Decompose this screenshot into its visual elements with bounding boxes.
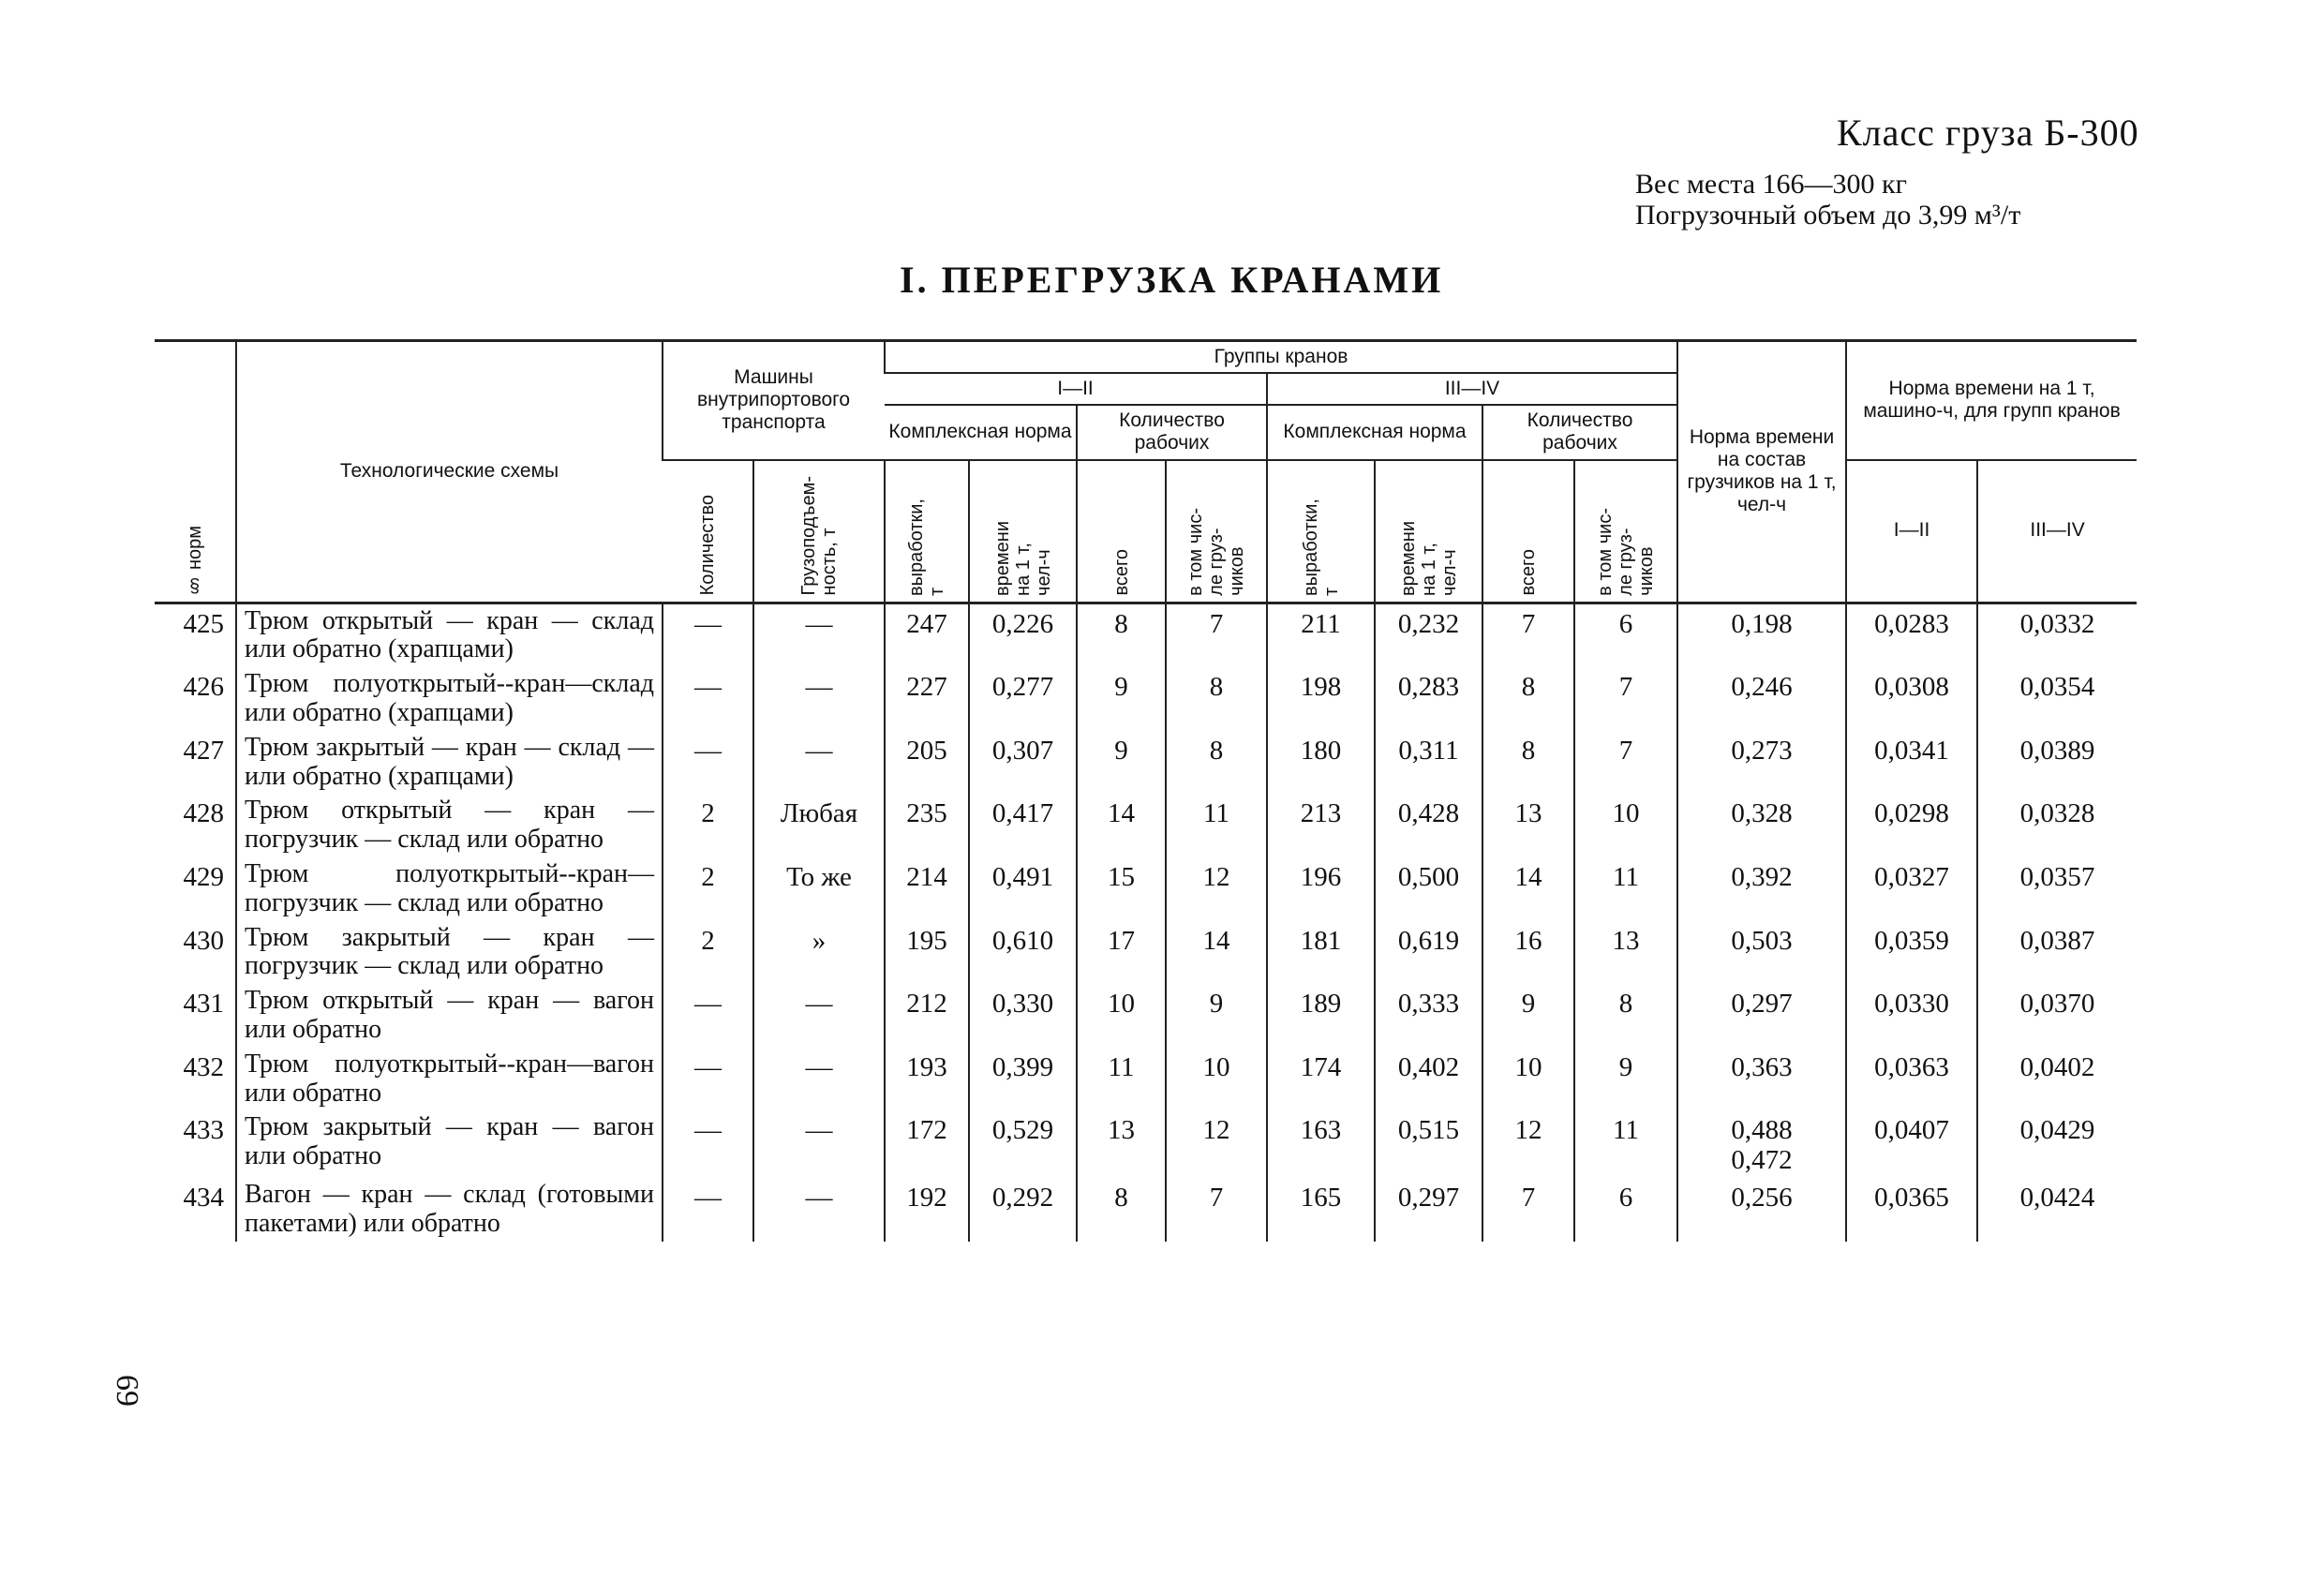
cell-machines-qty: — (663, 984, 753, 1048)
cell-workers-1-2: 9 (1077, 667, 1166, 731)
cell-scheme: Трюм полуоткрытый--кран—погрузчик — склад или обратно (236, 857, 663, 921)
cell-time-1-2: 0,417 (969, 794, 1077, 857)
cell-scheme: Трюм открытый — кран — вагон или обратно (236, 984, 663, 1048)
cell-workers-1-2: 13 (1077, 1110, 1166, 1178)
cell-machines-qty: — (663, 1110, 753, 1178)
cell-loaders-norm: 0,328 (1677, 794, 1846, 857)
cell-scheme: Трюм закрытый — кран — вагон или обратно (236, 1110, 663, 1178)
cell-norm-number: 426 (183, 672, 224, 703)
cell-loaders-norm: 0,246 (1677, 667, 1846, 731)
cell-loaders-1-2: 7 (1166, 603, 1267, 667)
cell-workers-1-2: 8 (1077, 603, 1166, 667)
cargo-class: Класс груза Б-300 (1837, 112, 2139, 154)
cell-output-1-2: 235 (885, 794, 969, 857)
cell-loaders-norm: 0,198 (1677, 603, 1846, 667)
cell-time-3-4: 0,311 (1375, 731, 1482, 795)
cell-workers-1-2: 15 (1077, 857, 1166, 921)
col-loaders-3-4: в том чис- ле груз- чиков (1574, 460, 1677, 603)
cell-time-3-4: 0,297 (1375, 1178, 1482, 1242)
cell-workers-1-2: 17 (1077, 921, 1166, 985)
cell-machines-qty: — (663, 667, 753, 731)
cell-machine-norm-1-2: 0,0359 (1846, 921, 1977, 985)
cell-output-3-4: 181 (1267, 921, 1375, 985)
cell-scheme: Трюм полуоткрытый--кран—вагон или обратно (236, 1048, 663, 1111)
page-number: 69 (110, 1375, 144, 1407)
table-row (155, 1110, 2137, 1178)
cell-loaders-3-4: 13 (1574, 921, 1677, 985)
col-crane-groups: Группы кранов (885, 341, 1677, 374)
cell-machines-capacity: — (753, 603, 885, 667)
col-machines-capacity: Грузоподъем- ность, т (753, 460, 885, 603)
cell-loaders-1-2: 8 (1166, 667, 1267, 731)
table-row (155, 1048, 2137, 1111)
cell-time-1-2: 0,277 (969, 667, 1077, 731)
cell-workers-3-4: 9 (1482, 984, 1574, 1048)
cell-machine-norm-1-2: 0,0308 (1846, 667, 1977, 731)
cell-machines-capacity: Любая (753, 794, 885, 857)
col-loaders-1-2: в том чис- ле груз- чиков (1166, 460, 1267, 603)
col-complex-norm-1-2: Комплексная норма (885, 405, 1077, 459)
cell-machine-norm-1-2: 0,0341 (1846, 731, 1977, 795)
cell-loaders-3-4: 11 (1574, 857, 1677, 921)
col-total-3-4: всего (1482, 460, 1574, 603)
cell-output-3-4: 180 (1267, 731, 1375, 795)
cell-output-1-2: 247 (885, 603, 969, 667)
cell-loaders-3-4: 6 (1574, 1178, 1677, 1242)
cell-machines-capacity: — (753, 667, 885, 731)
cell-loaders-norm: 0,273 (1677, 731, 1846, 795)
cell-loaders-3-4: 9 (1574, 1048, 1677, 1111)
cell-machine-norm-3-4: 0,0387 (1977, 921, 2137, 985)
cell-machines-capacity: — (753, 1110, 885, 1178)
cell-time-3-4: 0,333 (1375, 984, 1482, 1048)
cell-scheme: Трюм полуоткрытый--кран—склад или обратно (храпцами) (236, 667, 663, 731)
col-norm-no: § норм (155, 341, 236, 603)
cell-loaders-norm: 0,297 (1677, 984, 1846, 1048)
cell-loaders-3-4: 7 (1574, 667, 1677, 731)
cell-time-1-2: 0,307 (969, 731, 1077, 795)
cell-machines-capacity: — (753, 1048, 885, 1111)
cell-loaders-1-2: 7 (1166, 1178, 1267, 1242)
cell-workers-3-4: 8 (1482, 667, 1574, 731)
table-row (155, 731, 2137, 795)
cell-scheme: Трюм закрытый — кран — склад — или обратно (храпцами) (236, 731, 663, 795)
cell-workers-3-4: 10 (1482, 1048, 1574, 1111)
cell-loaders-1-2: 14 (1166, 921, 1267, 985)
cargo-volume: Погрузочный объем до 3,99 м³/т (1635, 200, 2021, 231)
cell-machines-capacity: — (753, 1178, 885, 1242)
cell-norm-number: 433 (183, 1115, 224, 1146)
cell-loaders-1-2: 12 (1166, 857, 1267, 921)
col-machines: Машины внутрипортового транспорта (663, 341, 885, 460)
col-complex-norm-3-4: Комплексная норма (1267, 405, 1482, 459)
cell-time-1-2: 0,491 (969, 857, 1077, 921)
cell-workers-1-2: 8 (1077, 1178, 1166, 1242)
table-row (155, 921, 2137, 985)
cell-machine-norm-3-4: 0,0370 (1977, 984, 2137, 1048)
cell-loaders-norm: 0,503 (1677, 921, 1846, 985)
cell-scheme: Трюм открытый — кран — склад или обратно (храпцами) (236, 603, 663, 667)
cell-output-1-2: 193 (885, 1048, 969, 1111)
table-row (155, 984, 2137, 1048)
norms-table-body (155, 603, 2137, 1242)
cell-scheme: Трюм закрытый — кран — погрузчик — склад или обратно (236, 921, 663, 985)
cell-machine-norm-3-4: 0,0357 (1977, 857, 2137, 921)
cell-output-1-2: 227 (885, 667, 969, 731)
col-machine-norm: Норма времени на 1 т, машино-ч, для групп кранов (1846, 341, 2137, 460)
cell-loaders-norm: 0,392 (1677, 857, 1846, 921)
cell-output-3-4: 211 (1267, 603, 1375, 667)
cell-workers-3-4: 13 (1482, 794, 1574, 857)
cell-output-1-2: 195 (885, 921, 969, 985)
col-output-3-4: выработки, т (1267, 460, 1375, 603)
cell-workers-3-4: 14 (1482, 857, 1574, 921)
col-output-1-2: выработки, т (885, 460, 969, 603)
cell-output-3-4: 165 (1267, 1178, 1375, 1242)
cell-loaders-1-2: 10 (1166, 1048, 1267, 1111)
cell-output-3-4: 163 (1267, 1110, 1375, 1178)
cell-norm-number: 430 (183, 925, 224, 956)
cell-machines-capacity: — (753, 984, 885, 1048)
cell-machines-qty: — (663, 1178, 753, 1242)
cell-norm-number: 434 (183, 1183, 224, 1213)
cell-output-1-2: 212 (885, 984, 969, 1048)
cell-machine-norm-3-4: 0,0424 (1977, 1178, 2137, 1242)
cell-machines-qty: — (663, 731, 753, 795)
cell-machines-capacity: — (753, 731, 885, 795)
cell-machine-norm-3-4: 0,0429 (1977, 1110, 2137, 1178)
cell-time-1-2: 0,399 (969, 1048, 1077, 1111)
cell-workers-3-4: 7 (1482, 1178, 1574, 1242)
cell-machine-norm-3-4: 0,0389 (1977, 731, 2137, 795)
cell-machine-norm-1-2: 0,0327 (1846, 857, 1977, 921)
cell-machine-norm-1-2: 0,0330 (1846, 984, 1977, 1048)
cell-machines-qty: 2 (663, 921, 753, 985)
cell-time-1-2: 0,226 (969, 603, 1077, 667)
cell-workers-3-4: 7 (1482, 603, 1574, 667)
cell-time-3-4: 0,402 (1375, 1048, 1482, 1111)
cell-loaders-norm: 0,363 (1677, 1048, 1846, 1111)
cell-machines-capacity: » (753, 921, 885, 985)
cell-loaders-3-4: 7 (1574, 731, 1677, 795)
cell-norm-number: 427 (183, 735, 224, 766)
table-row (155, 603, 2137, 667)
norms-table (155, 339, 2137, 1242)
cell-output-3-4: 196 (1267, 857, 1375, 921)
col-group-3-4: III—IV (1267, 373, 1677, 405)
cell-machines-qty: 2 (663, 794, 753, 857)
cell-loaders-3-4: 8 (1574, 984, 1677, 1048)
col-machine-norm-1-2: I—II (1846, 460, 1977, 603)
cell-workers-1-2: 11 (1077, 1048, 1166, 1111)
col-schemes: Технологические схемы (236, 341, 663, 603)
cell-loaders-3-4: 11 (1574, 1110, 1677, 1178)
col-group-1-2: I—II (885, 373, 1267, 405)
cell-time-3-4: 0,619 (1375, 921, 1482, 985)
cell-machines-capacity: То же (753, 857, 885, 921)
cell-norm-number: 431 (183, 989, 224, 1020)
table-row (155, 794, 2137, 857)
cell-loaders-3-4: 6 (1574, 603, 1677, 667)
cell-loaders-norm: 0,256 (1677, 1178, 1846, 1242)
cell-output-1-2: 172 (885, 1110, 969, 1178)
cell-norm-number: 429 (183, 861, 224, 892)
cell-loaders-1-2: 9 (1166, 984, 1267, 1048)
col-time-1-2: времени на 1 т, чел-ч (969, 460, 1077, 603)
cell-machine-norm-3-4: 0,0328 (1977, 794, 2137, 857)
cell-machines-qty: 2 (663, 857, 753, 921)
cell-machines-qty: — (663, 603, 753, 667)
cell-norm-number: 428 (183, 798, 224, 829)
cell-norm-number: 432 (183, 1051, 224, 1082)
cell-workers-1-2: 14 (1077, 794, 1166, 857)
cell-time-3-4: 0,500 (1375, 857, 1482, 921)
col-workers-3-4: Количество рабочих (1482, 405, 1677, 459)
cell-output-1-2: 205 (885, 731, 969, 795)
cell-time-1-2: 0,529 (969, 1110, 1077, 1178)
cell-machine-norm-1-2: 0,0407 (1846, 1110, 1977, 1178)
col-time-3-4: времени на 1 т, чел-ч (1375, 460, 1482, 603)
table-row (155, 857, 2137, 921)
cell-output-3-4: 198 (1267, 667, 1375, 731)
cell-time-3-4: 0,515 (1375, 1110, 1482, 1178)
cell-machine-norm-1-2: 0,0298 (1846, 794, 1977, 857)
cell-output-3-4: 174 (1267, 1048, 1375, 1111)
cell-loaders-1-2: 12 (1166, 1110, 1267, 1178)
table-row (155, 1178, 2137, 1242)
cell-time-1-2: 0,292 (969, 1178, 1077, 1242)
cell-norm-number: 425 (183, 608, 224, 639)
cell-workers-3-4: 12 (1482, 1110, 1574, 1178)
cell-workers-1-2: 10 (1077, 984, 1166, 1048)
cell-machine-norm-1-2: 0,0283 (1846, 603, 1977, 667)
cell-output-3-4: 213 (1267, 794, 1375, 857)
cell-machine-norm-3-4: 0,0354 (1977, 667, 2137, 731)
cell-workers-3-4: 8 (1482, 731, 1574, 795)
cell-scheme: Вагон — кран — склад (готовыми пакетами) или обратно (236, 1178, 663, 1242)
cell-output-3-4: 189 (1267, 984, 1375, 1048)
cell-output-1-2: 192 (885, 1178, 969, 1242)
cell-machine-norm-3-4: 0,0402 (1977, 1048, 2137, 1111)
cell-time-3-4: 0,428 (1375, 794, 1482, 857)
cell-machine-norm-1-2: 0,0363 (1846, 1048, 1977, 1111)
cell-loaders-1-2: 8 (1166, 731, 1267, 795)
col-loaders-norm: Норма времени на состав грузчиков на 1 т, чел-ч (1677, 341, 1846, 603)
cargo-weight: Вес места 166—300 кг (1635, 169, 1907, 200)
cell-loaders-3-4: 10 (1574, 794, 1677, 857)
cell-machine-norm-3-4: 0,0332 (1977, 603, 2137, 667)
cell-time-1-2: 0,330 (969, 984, 1077, 1048)
cell-time-3-4: 0,283 (1375, 667, 1482, 731)
col-machines-qty: Количество (663, 460, 753, 603)
col-machine-norm-3-4: III—IV (1977, 460, 2137, 603)
col-total-1-2: всего (1077, 460, 1166, 603)
cell-machine-norm-1-2: 0,0365 (1846, 1178, 1977, 1242)
cell-workers-1-2: 9 (1077, 731, 1166, 795)
cell-output-1-2: 214 (885, 857, 969, 921)
cell-time-1-2: 0,610 (969, 921, 1077, 985)
table-row (155, 667, 2137, 731)
cell-loaders-1-2: 11 (1166, 794, 1267, 857)
cell-loaders-norm: 0,488 0,472 (1677, 1110, 1846, 1178)
cell-machines-qty: — (663, 1048, 753, 1111)
section-title: I. ПЕРЕГРУЗКА КРАНАМИ (900, 259, 1444, 301)
col-workers-1-2: Количество рабочих (1077, 405, 1267, 459)
cell-time-3-4: 0,232 (1375, 603, 1482, 667)
cell-workers-3-4: 16 (1482, 921, 1574, 985)
cell-scheme: Трюм открытый — кран — погрузчик — склад или обратно (236, 794, 663, 857)
